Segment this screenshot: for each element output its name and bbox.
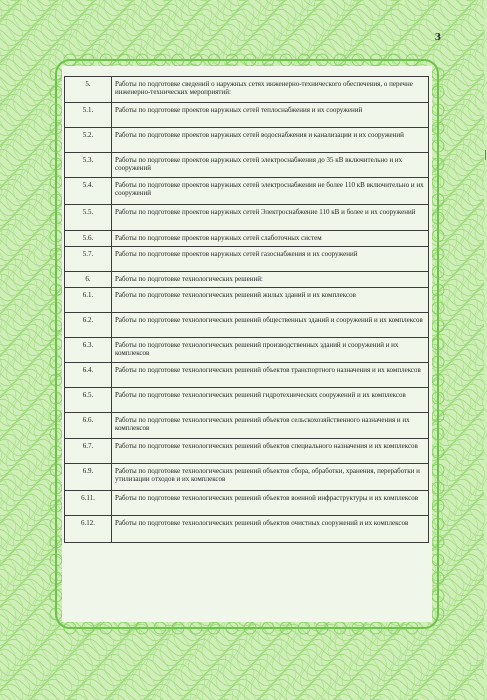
item-number: 6.11. [65,491,112,516]
works-table [64,76,429,543]
item-description: Работы по подготовке проектов наружных сетей газоснабжения и их сооружений [112,247,429,272]
item-description: Работы по подготовке технологических решений гидротехнических сооружений и их комплексов [112,388,429,413]
works-table-body [65,77,429,543]
item-number: 6.6. [65,413,112,439]
item-number: 6.2. [65,313,112,338]
table-row [65,77,429,103]
item-number: 6.5. [65,388,112,413]
item-number: 5.2. [65,128,112,153]
table-row [65,464,429,491]
edge-mark [485,150,486,160]
table-row [65,439,429,464]
item-description: Работы по подготовке технологических решений жилых зданий и их комплексов [112,288,429,313]
table-row [65,313,429,338]
table-row [65,103,429,128]
item-number: 5.1. [65,103,112,128]
item-description: Работы по подготовке проектов наружных сетей электроснабжения до 35 кВ включительно и их сооружений [112,153,429,178]
table-row [65,178,429,205]
table-row [65,247,429,272]
table-row [65,205,429,231]
item-description: Работы по подготовке проектов наружных сетей теплоснабжения и их сооружений [112,103,429,128]
table-row [65,272,429,288]
item-number: 6. [65,272,112,288]
table-row [65,128,429,153]
item-description: Работы по подготовке проектов наружных сетей водоснабжения и канализации и их сооружений [112,128,429,153]
item-description: Работы по подготовке технологических решений общественных зданий и сооружений и их комплексов [112,313,429,338]
table-row [65,413,429,439]
item-number: 6.9. [65,464,112,491]
page-number: 3 [434,33,441,43]
item-number: 5.4. [65,178,112,205]
item-description: Работы по подготовке сведений о наружных сетях инженерно-технического обеспечения, о перечне инженерно-технических мероприятий: [112,77,429,103]
table-row [65,231,429,247]
table-row [65,338,429,363]
item-number: 6.3. [65,338,112,363]
table-row [65,288,429,313]
item-description: Работы по подготовке технологических решений объектов специального назначения и их комплексов [112,439,429,464]
item-number: 5. [65,77,112,103]
item-description: Работы по подготовке технологических решений объектов сбора, обработки, хранения, переработки и утилизации отходов и их комплексов [112,464,429,491]
item-number: 6.1. [65,288,112,313]
item-number: 5.6. [65,231,112,247]
table-row [65,153,429,178]
item-number: 6.12. [65,516,112,543]
item-description: Работы по подготовке проектов наружных сетей электроснабжения не более 110 кВ включительно и их сооружений [112,178,429,205]
table-row [65,388,429,413]
item-description: Работы по подготовке технологических решений объектов военной инфраструктуры и их комплексов [112,491,429,516]
item-description: Работы по подготовке технологических решений объектов очистных сооружений и их комплексов [112,516,429,543]
table-row [65,516,429,543]
item-number: 6.7. [65,439,112,464]
table-row [65,363,429,388]
item-description: Работы по подготовке технологических решений производственных зданий и сооружений и их комплексов [112,338,429,363]
item-number: 5.3. [65,153,112,178]
item-description: Работы по подготовке проектов наружных сетей Электроснабжение 110 кВ и более и их сооружений [112,205,429,231]
item-description: Работы по подготовке технологических решений объектов транспортного назначения и их комплексов [112,363,429,388]
item-number: 6.4. [65,363,112,388]
table-row [65,491,429,516]
item-description: Работы по подготовке технологических решений: [112,272,429,288]
item-description: Работы по подготовке технологических решений объектов сельскохозяйственного назначения и их комплексов [112,413,429,439]
item-number: 5.7. [65,247,112,272]
item-description: Работы по подготовке проектов наружных сетей слаботочных систем [112,231,429,247]
item-number: 5.5. [65,205,112,231]
